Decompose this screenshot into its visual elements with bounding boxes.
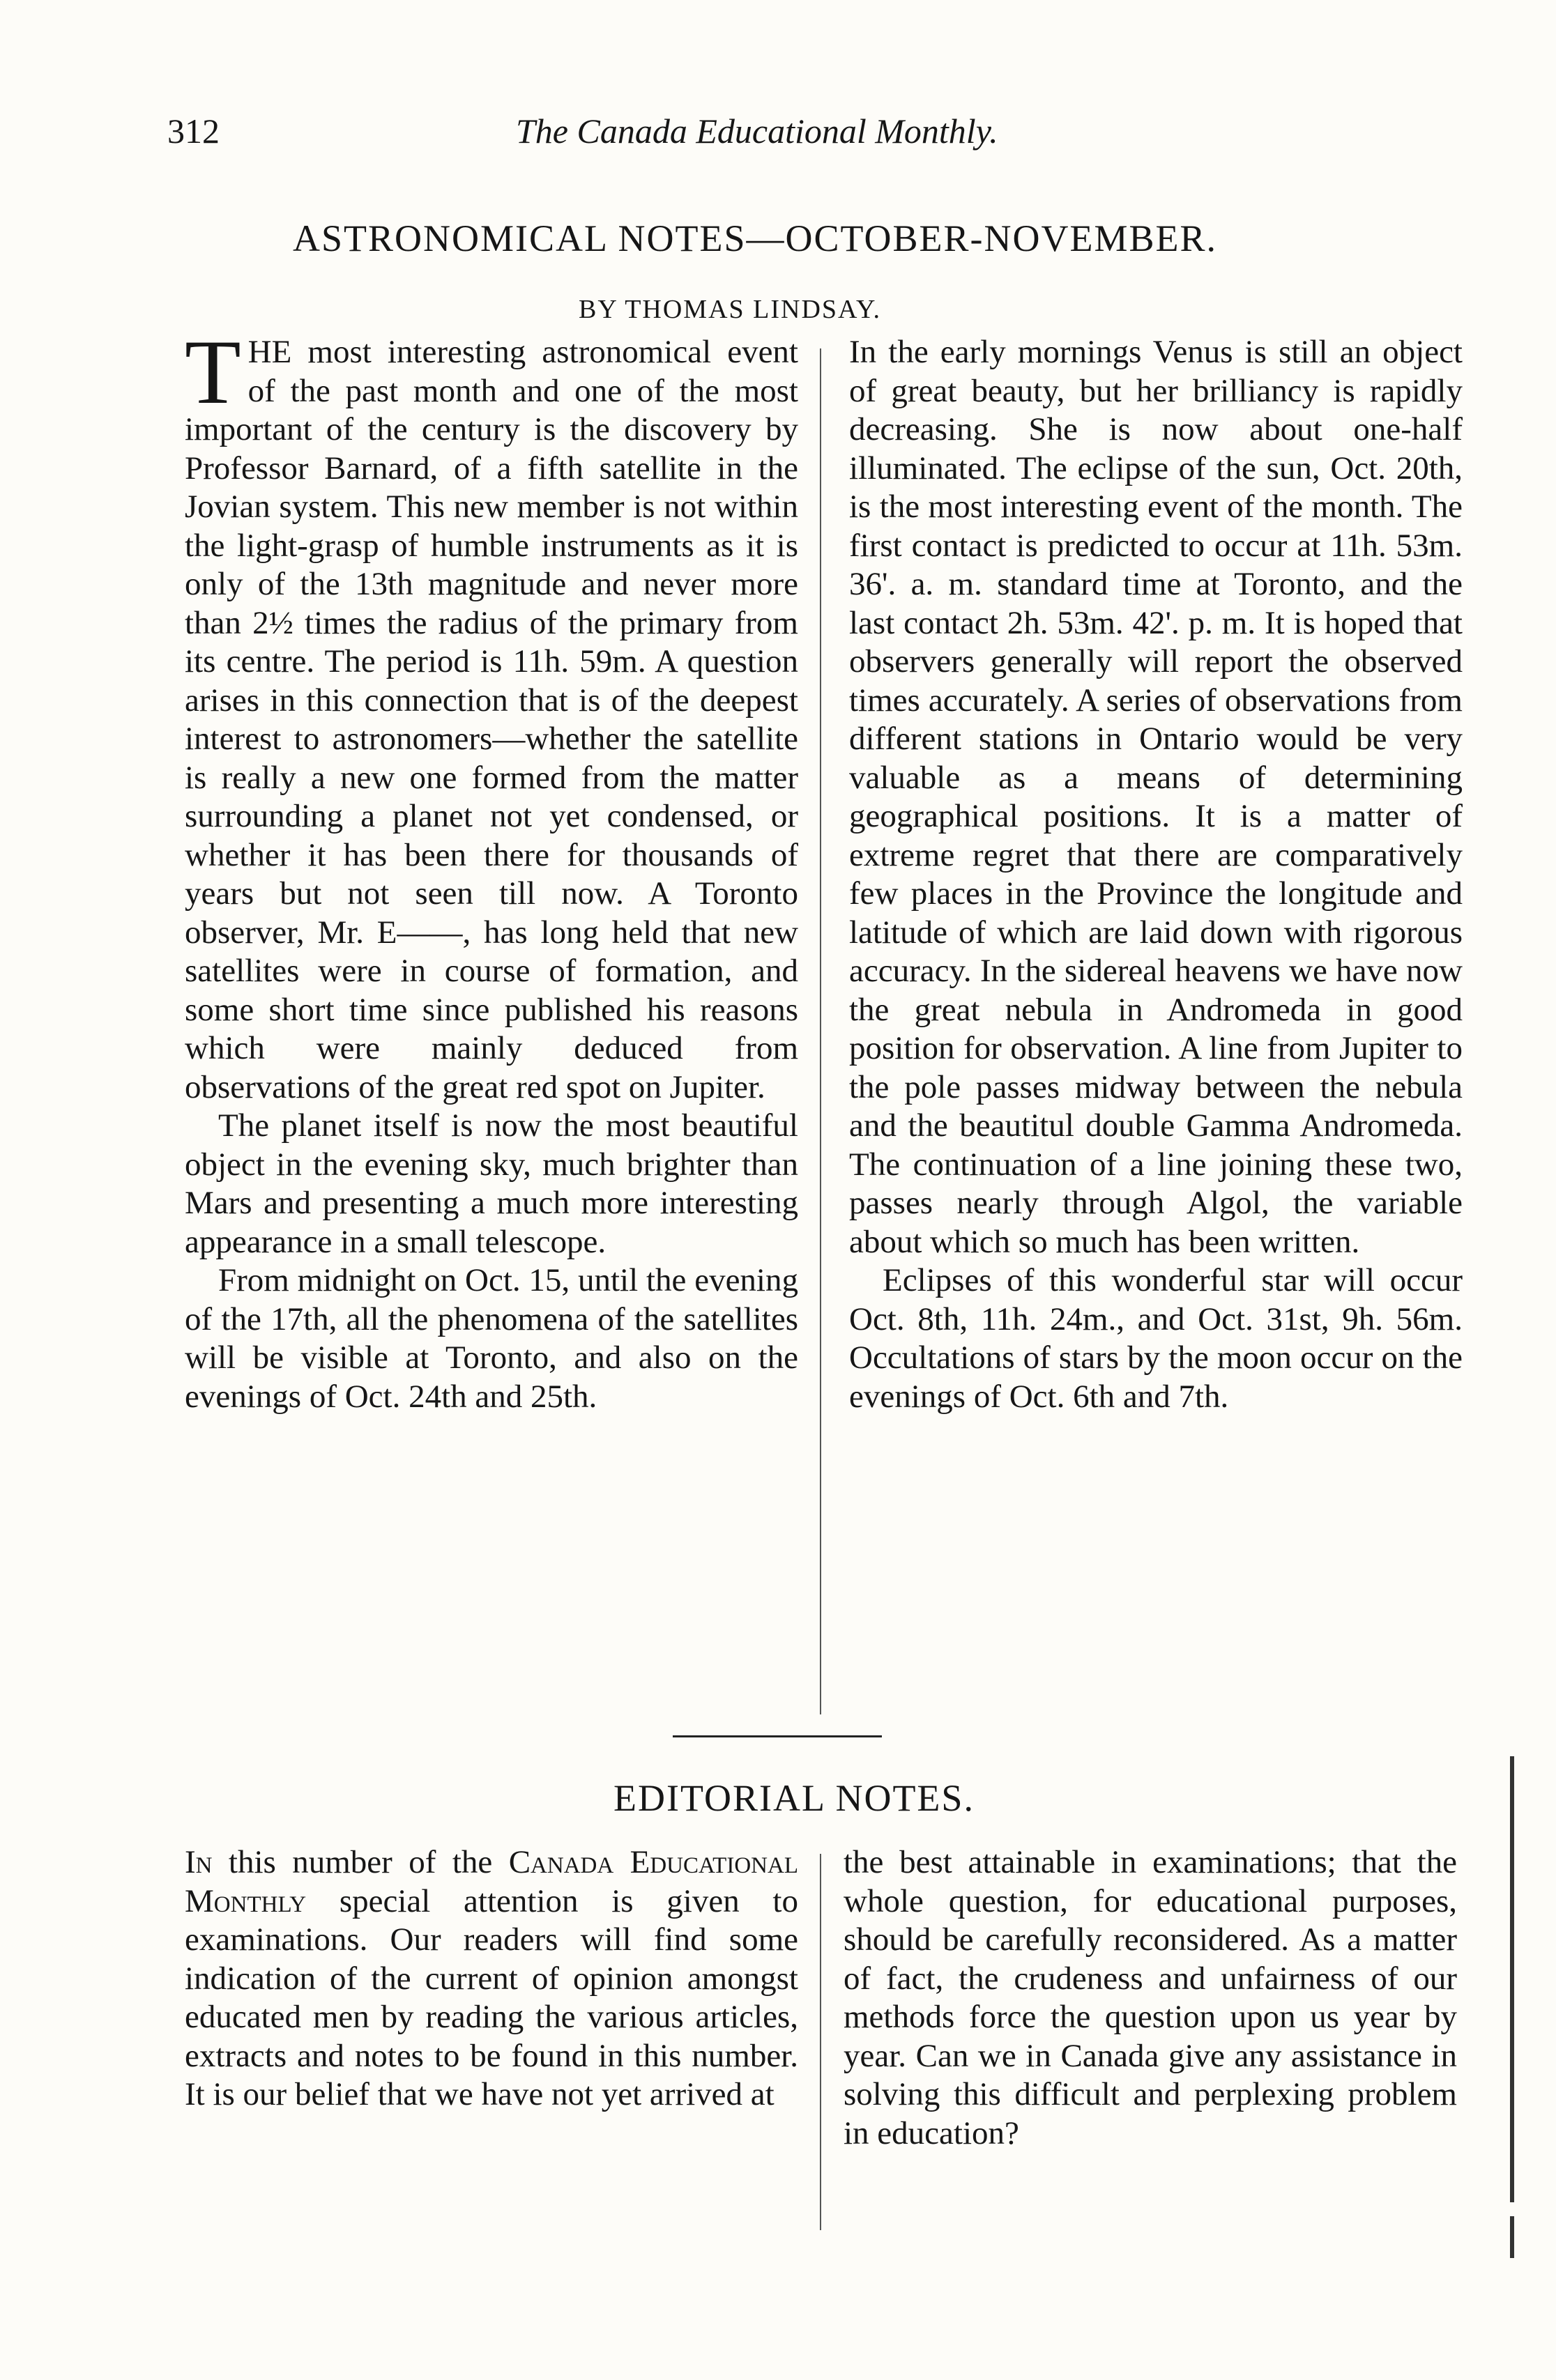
article-paragraph: From midnight on Oct. 15, until the evening of the 17th, all the phenomena of the satellites will be visible at Toronto, and also on the evenings of Oct. 24th and 25th. — [185, 1262, 798, 1415]
column-divider — [820, 1854, 821, 2230]
editorial-title: EDITORIAL NOTES. — [613, 1777, 975, 1819]
editorial-column-right — [844, 1843, 1457, 2234]
paragraph-text: special attention is given to examinations. Our readers will find some indication of the current of opinion amongst educated men by reading the various articles, extracts and notes to be found in this number. It is our belief that we have not yet arrived at — [185, 1882, 798, 2112]
article-paragraph — [185, 333, 798, 1107]
page-edge-shadow — [1510, 1756, 1514, 2202]
drop-cap: T — [185, 333, 241, 423]
page-number: 312 — [167, 112, 220, 151]
editorial-paragraph: the best attainable in examinations; that the whole question, for educational purposes, should be carefully reconsidered. As a matter of fact, the crudeness and unfairness of our methods force the question upon us year by year. Can we in Canada give any assistance in solving this difficult and perplexing problem in education? — [844, 1844, 1457, 2151]
paragraph-text: HE most interesting astronomical event of the past month and one of the most important of the century is the discovery by Professor Barnard, of a fifth satellite in the Jovian system. This new member is not within the light-grasp of humble instruments as it is only of the 13th magnitude and never more than 2½ times the radius of the primary from its centre. The period is 11h. 59m. A question arises in this connection that is of the deepest interest to astronomers—whether the satellite is really a new one formed from the matter surrounding a planet not yet condensed, or whether it has been there for thousands of years but not seen till now. A Toronto observer, Mr. E——, has long held that new satellites were in course of formation, and some short time since published his reasons which were mainly deduced from observations of the great red spot on Jupiter. — [185, 334, 798, 1105]
journal-title: The Canada Educational Monthly. — [516, 112, 998, 151]
article-title: ASTRONOMICAL NOTES—OCTOBER-NOVEMBER. — [293, 217, 1218, 259]
article-byline: BY THOMAS LINDSAY. — [579, 295, 882, 324]
article-paragraph: The planet itself is now the most beautiful object in the evening sky, much brighter than Mars and presenting a much more interesting appearance in a small telescope. — [185, 1107, 798, 1260]
article-column-left — [185, 333, 798, 1720]
page-edge-shadow — [1510, 2216, 1514, 2258]
article-column-right — [849, 333, 1463, 1720]
section-divider — [673, 1735, 882, 1737]
editorial-column-left — [185, 1843, 798, 2234]
article-paragraph: Eclipses of this wonderful star will occur Oct. 8th, 11h. 24m., and Oct. 31st, 9h. 56m. Occultations of stars by the moon occur on the evenings of Oct. 6th and 7th. — [849, 1262, 1463, 1415]
column-divider — [820, 348, 821, 1714]
editorial-paragraph — [185, 1843, 798, 2114]
journal-name-smallcaps: Canada Educational Monthly — [185, 1844, 798, 1919]
article-paragraph: In the early mornings Venus is still an object of great beauty, but her brilliancy is rapidly decreasing. She is now about one-half illuminated. The eclipse of the sun, Oct. 20th, is the most interesting event of the month. The first contact is predicted to occur at 11h. 53m. 36'. a. m. standard time at Toronto, and the last contact 2h. 53m. 42'. p. m. It is hoped that observers generally will report the observed times accurately. A series of observations from different stations in Ontario would be very valuable as a means of determining geographical positions. It is a matter of extreme regret that there are comparatively few places in the Province the longitude and latitude of which are laid down with rigorous accuracy. In the sidereal heavens we have now the great nebula in Andromeda in good position for observation. A line from Jupiter to the pole passes midway between the nebula and the beautitul double Gamma Andromeda. The continuation of a line joining these two, passes nearly through Algol, the variable about which so much has been written. — [849, 334, 1463, 1260]
paragraph-text: this number of the — [212, 1844, 509, 1880]
lead-word: In — [185, 1844, 213, 1880]
